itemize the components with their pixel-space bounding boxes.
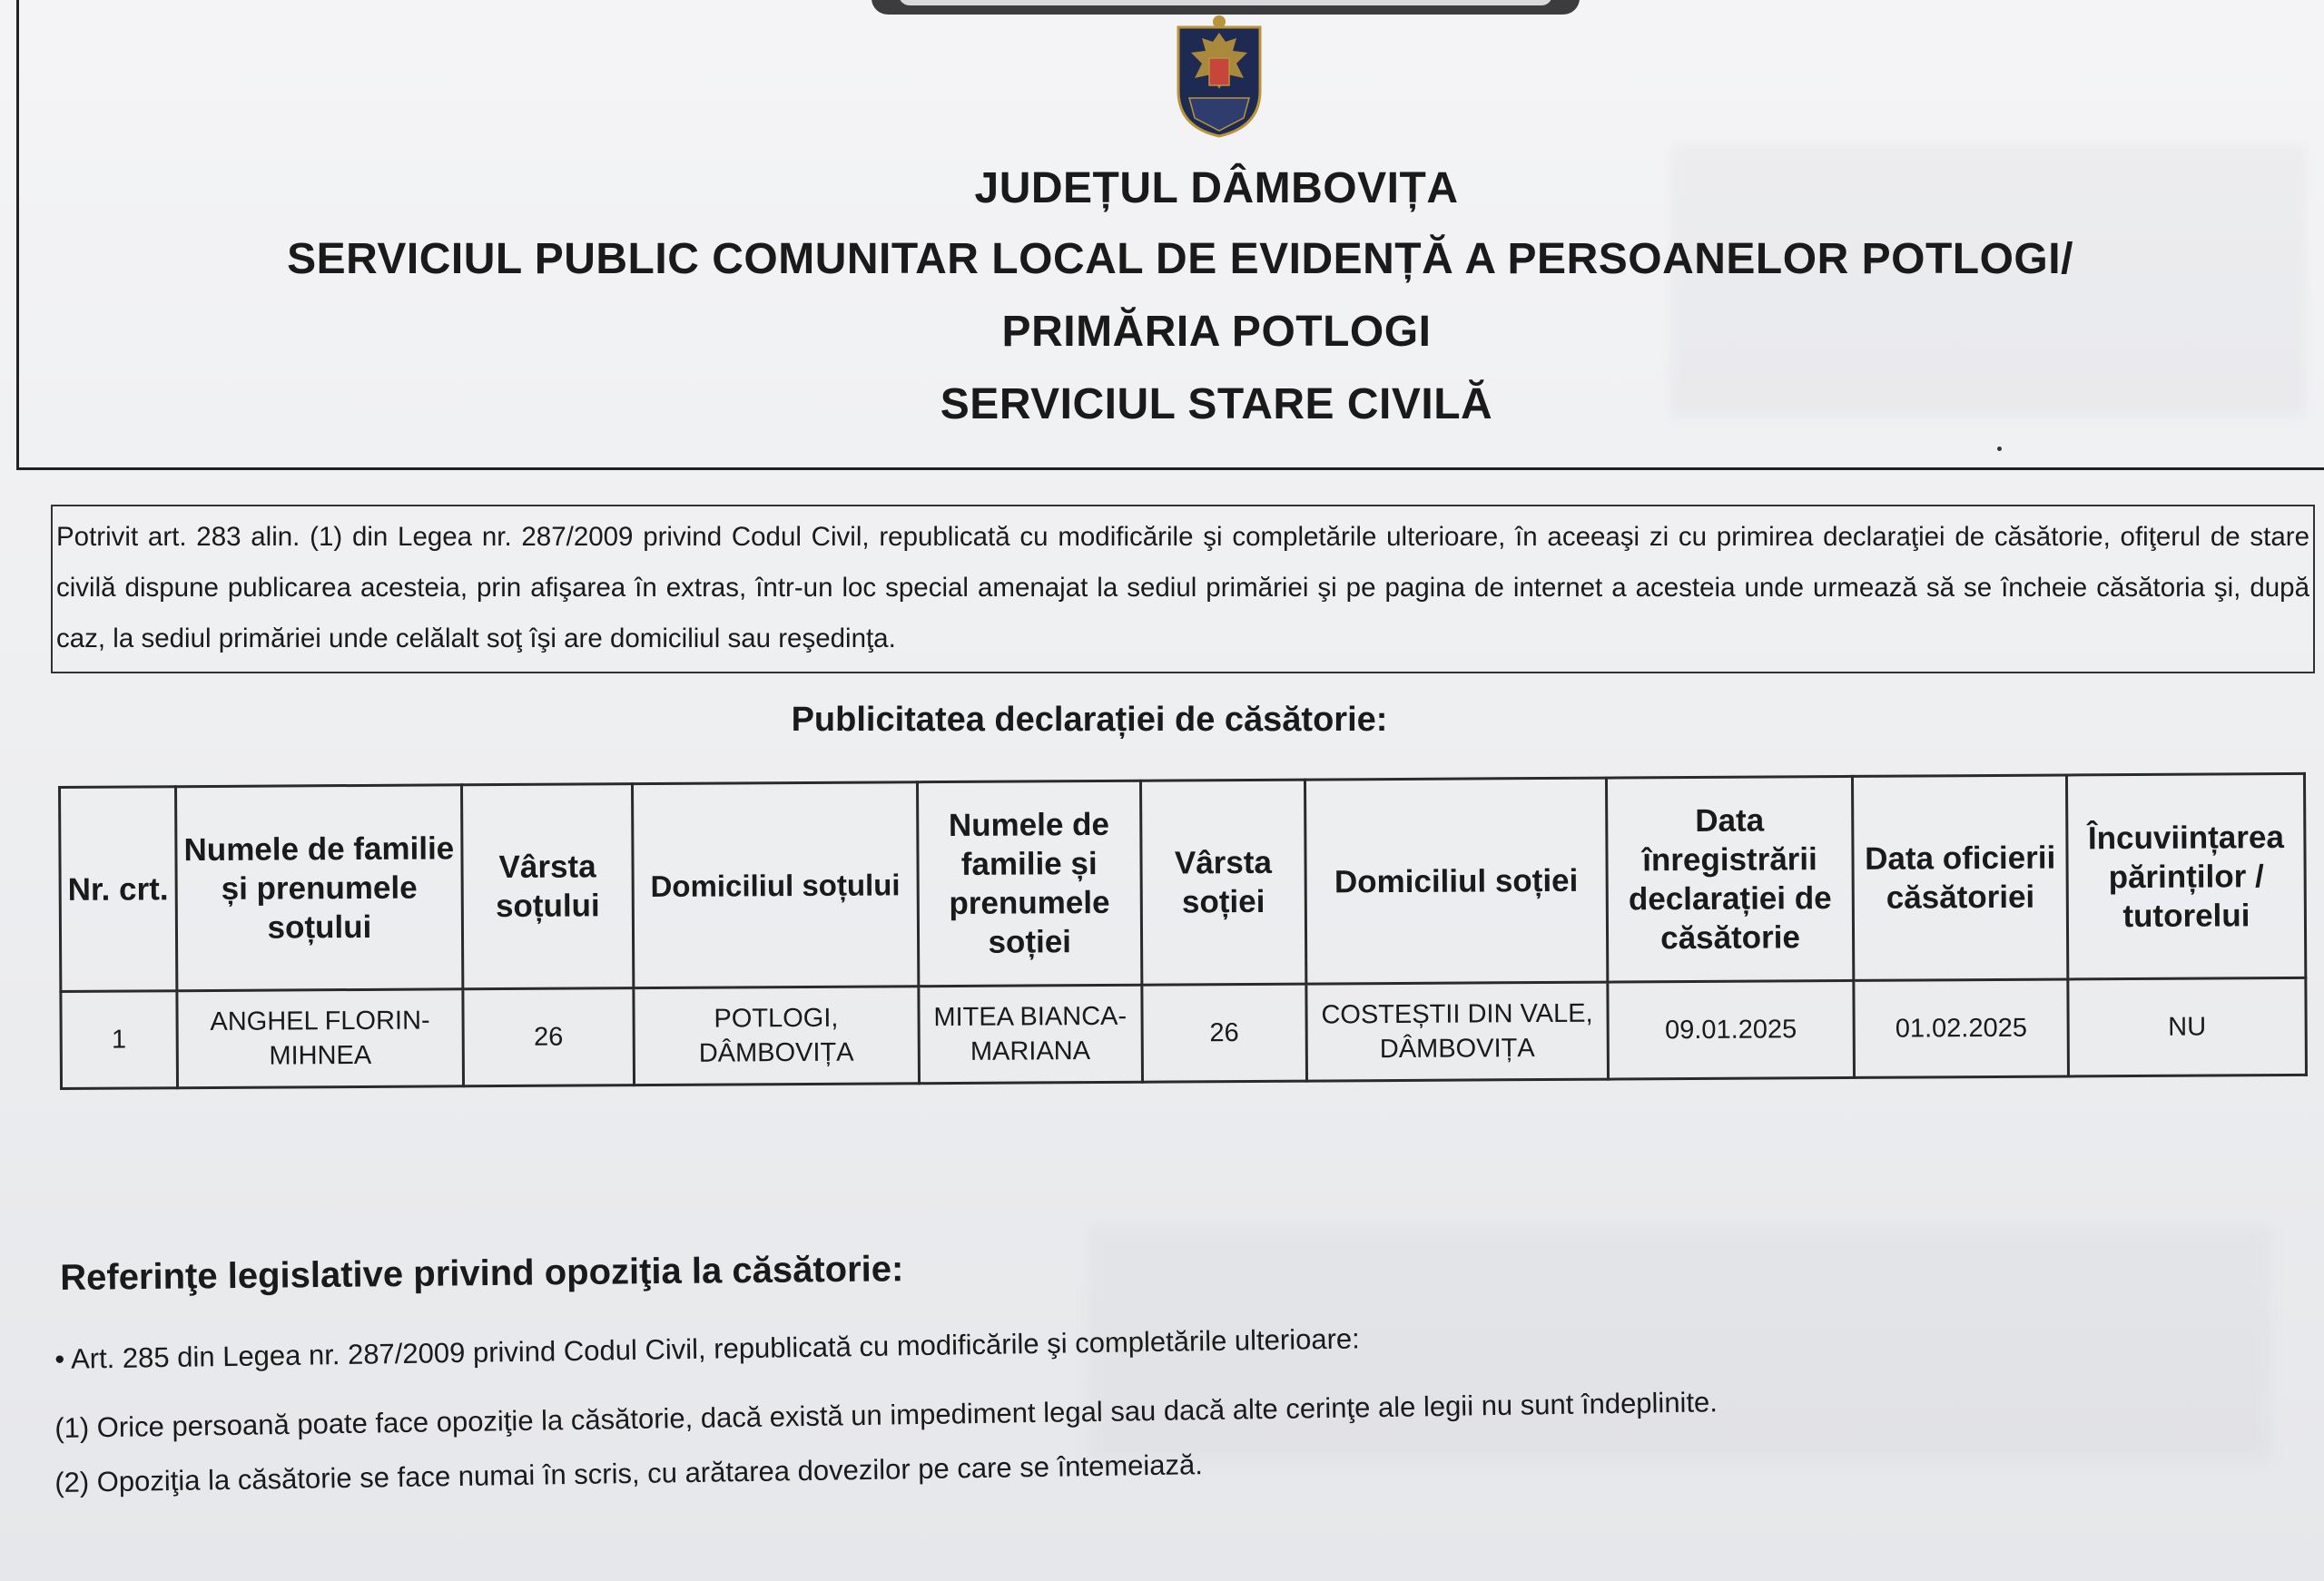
reference-item: (2) Opoziţia la căsătorie se face numai în scris, cu arătarea dovezilor pe care se întemeiază. [54,1448,1204,1498]
table-cell: ANGHEL FLORIN-MIHNEA [177,989,464,1088]
ink-dot [1997,447,2002,451]
column-header: Domiciliul soției [1305,778,1608,984]
table-cell: MITEA BIANCA-MARIANA [919,985,1142,1083]
column-header: Data oficierii căsătoriei [1853,775,2068,980]
publication-title: Publicitatea declarației de căsătorie: [791,701,1388,739]
column-header: Vârsta soțului [462,784,634,989]
column-header: Domiciliul soțului [632,782,918,988]
header-department: SERVICIUL STARE CIVILĂ [940,380,1493,428]
table-cell: NU [2068,977,2307,1076]
table-header-row [60,773,2306,991]
header-town-hall: PRIMĂRIA POTLOGI [1001,308,1432,356]
column-header: Numele de familie și prenumele soțului [175,785,463,991]
table-cell: 09.01.2025 [1607,980,1854,1079]
table-cell: 26 [1141,984,1306,1082]
romania-coat-of-arms-icon [1171,11,1267,138]
column-header: Nr. crt. [60,787,177,992]
column-header: Vârsta soției [1140,780,1306,985]
references-title: Referinţe legislative privind opoziţia la căsătorie: [60,1249,904,1298]
reference-item: • Art. 285 din Legea nr. 287/2009 privind Codul Civil, republicată cu modificările şi completările ulterioare: [54,1322,1360,1375]
table-cell: COSTEȘTII DIN VALE, DÂMBOVIȚA [1306,982,1608,1081]
column-header: Încuviințarea părinților / tutorelui [2067,773,2306,979]
column-header: Data înregistrării declarației de căsătorie [1606,776,1854,982]
intro-paragraph: Potrivit art. 283 alin. (1) din Legea nr. 287/2009 privind Codul Civil, republicată cu modificările şi completările ulterioare, în aceeaşi zi cu primirea declaraţiei de căsătorie, ofiţerul de stare civilă dispune publicarea acesteia, prin afişarea în extras, într-un loc special amenajat la sediul primăriei şi pe pagina de internet a acesteia unde urmează să se încheie căsătoria şi, după caz, la sediul primăriei unde celălalt soţ îşi are domiciliul sau reşedinţa. [51,505,2315,673]
table-cell: 1 [61,991,177,1089]
table-cell: 01.02.2025 [1854,979,2068,1077]
table-cell: 26 [463,988,634,1086]
column-header: Numele de familie și prenumele soției [917,781,1141,986]
reference-item: (1) Orice persoană poate face opoziţie la căsătorie, dacă există un impediment legal sau dacă alte cerinţe ale legii nu sunt îndeplinite. [54,1386,1718,1444]
marriage-declaration-table [58,772,2308,1090]
table-cell: POTLOGI, DÂMBOVIȚA [634,987,920,1085]
table-row [61,977,2307,1088]
header-service: SERVICIUL PUBLIC COMUNITAR LOCAL DE EVIDENȚĂ A PERSOANELOR POTLOGI/ [287,235,2073,283]
header-county: JUDEȚUL DÂMBOVIȚA [974,164,1459,212]
